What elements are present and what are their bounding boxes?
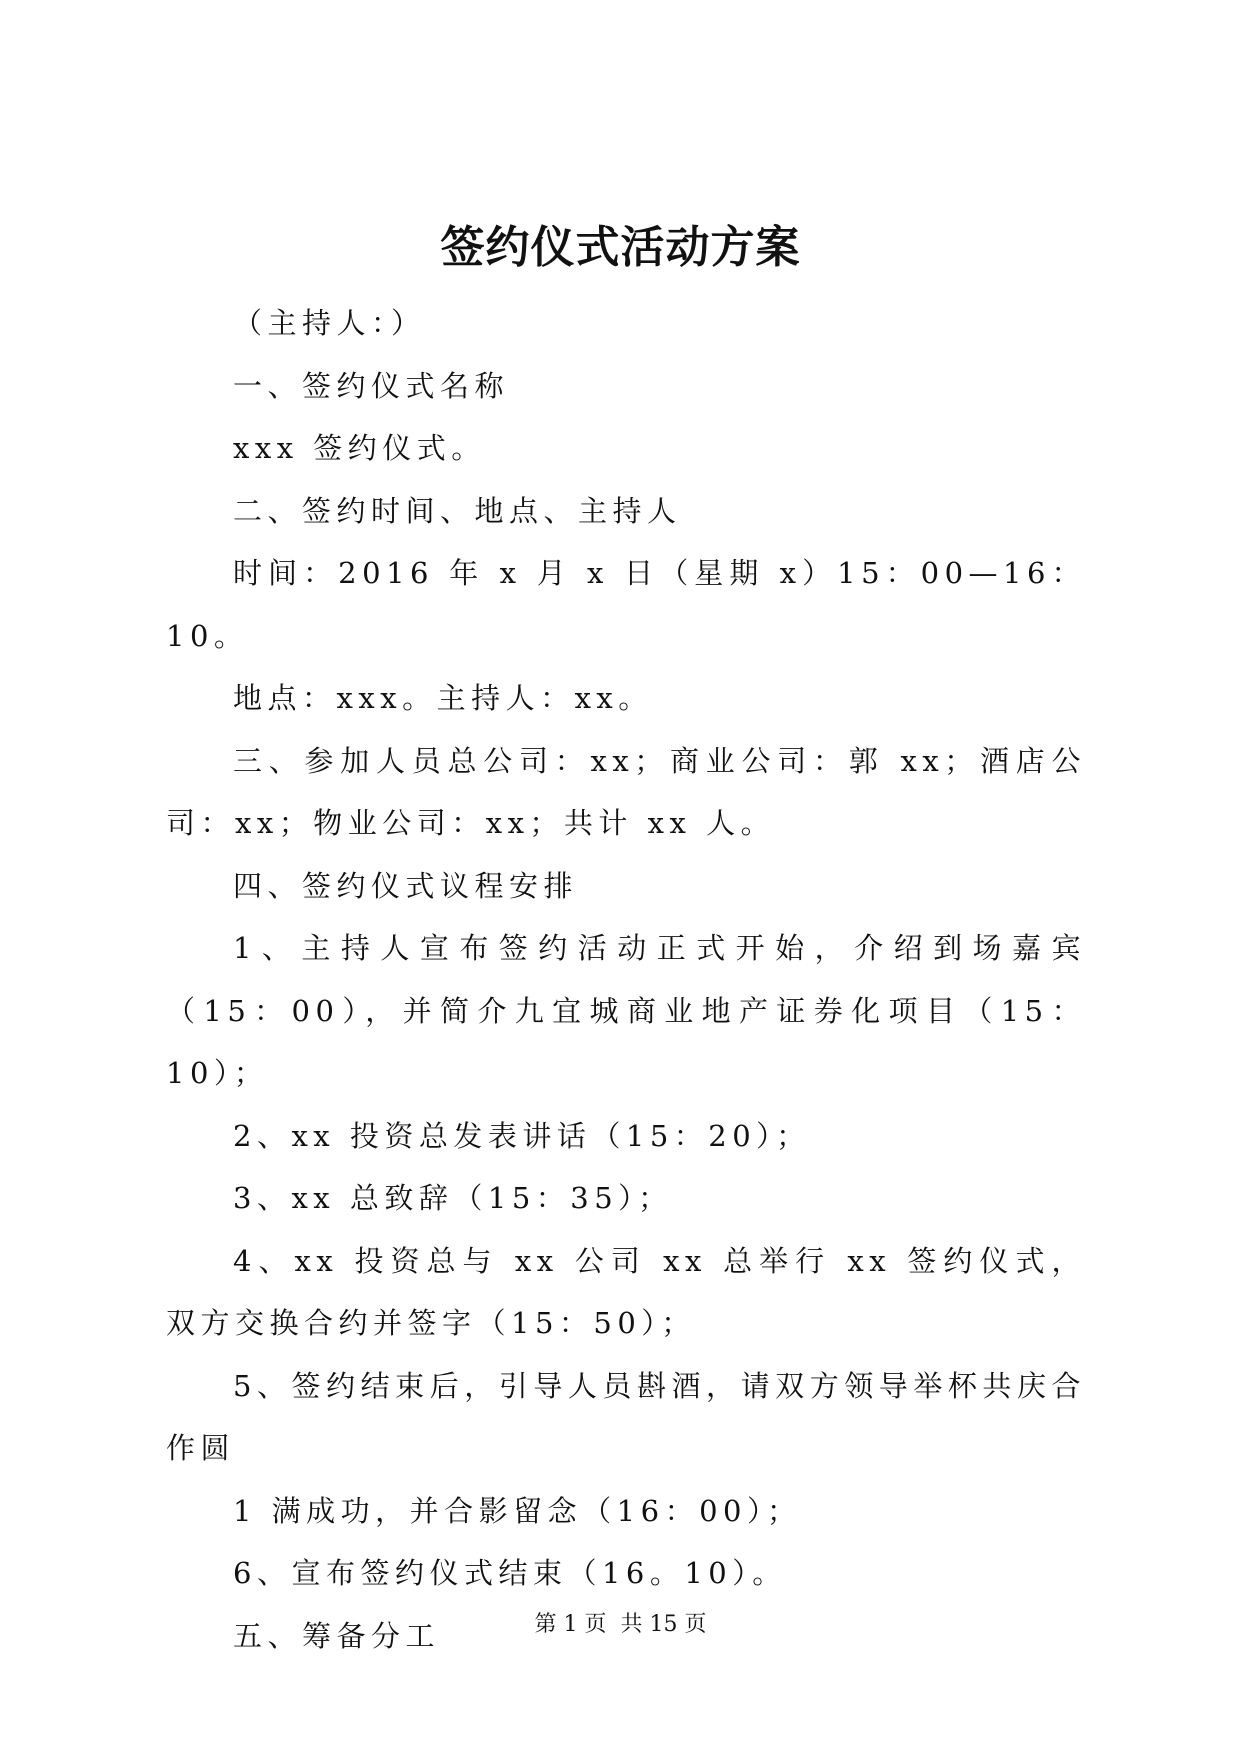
agenda-item-6: 6、宣布签约仪式结束（16。10）。	[233, 1556, 787, 1590]
document-body	[166, 292, 1086, 1667]
agenda-item-1: 1、主持人宣布签约活动正式开始，介绍到场嘉宾（15：00），并简介九宜城商业地产证券化项目（15：10）；	[166, 931, 1086, 1090]
document-title: 签约仪式活动方案	[440, 222, 801, 273]
page-footer	[0, 1610, 1241, 1640]
agenda-item-5: 5、签约结束后，引导人员斟酒，请双方领导举杯共庆合作圆	[166, 1368, 1086, 1465]
paragraph-ceremony-name: xxx 签约仪式。	[233, 431, 486, 465]
paragraph-location-host: 地点：xxx。主持人：xx。	[233, 681, 653, 715]
agenda-item-5-continued: 1 满成功，并合影留念（16：00）；	[233, 1493, 802, 1528]
section-heading-4: 四、签约仪式议程安排	[233, 868, 579, 903]
agenda-item-4: 4、xx 投资总与 xx 公司 xx 总举行 xx 签约仪式，双方交换合约并签字（15：50）；	[166, 1243, 1086, 1340]
section-heading-2: 二、签约时间、地点、主持人	[233, 493, 682, 528]
agenda-item-3: 3、xx 总致辞（15：35）；	[233, 1181, 673, 1215]
paragraph-host-note: （主持人：）	[233, 306, 426, 340]
section-heading-3-participants: 三、参加人员总公司：xx；商业公司：郭 xx；酒店公司：xx；物业公司：xx；共计 xx 人。	[166, 743, 1086, 840]
page-number: 第 1 页 共 15 页	[534, 1612, 707, 1637]
paragraph-time: 时间：2016 年 x 月 x 日（星期 x）15：00—16：10。	[166, 556, 1086, 653]
section-heading-5: 五、筹备分工	[233, 1618, 441, 1653]
section-heading-1: 一、签约仪式名称	[233, 368, 510, 403]
agenda-item-2: 2、xx 投资总发表讲话（15：20）；	[233, 1118, 811, 1153]
